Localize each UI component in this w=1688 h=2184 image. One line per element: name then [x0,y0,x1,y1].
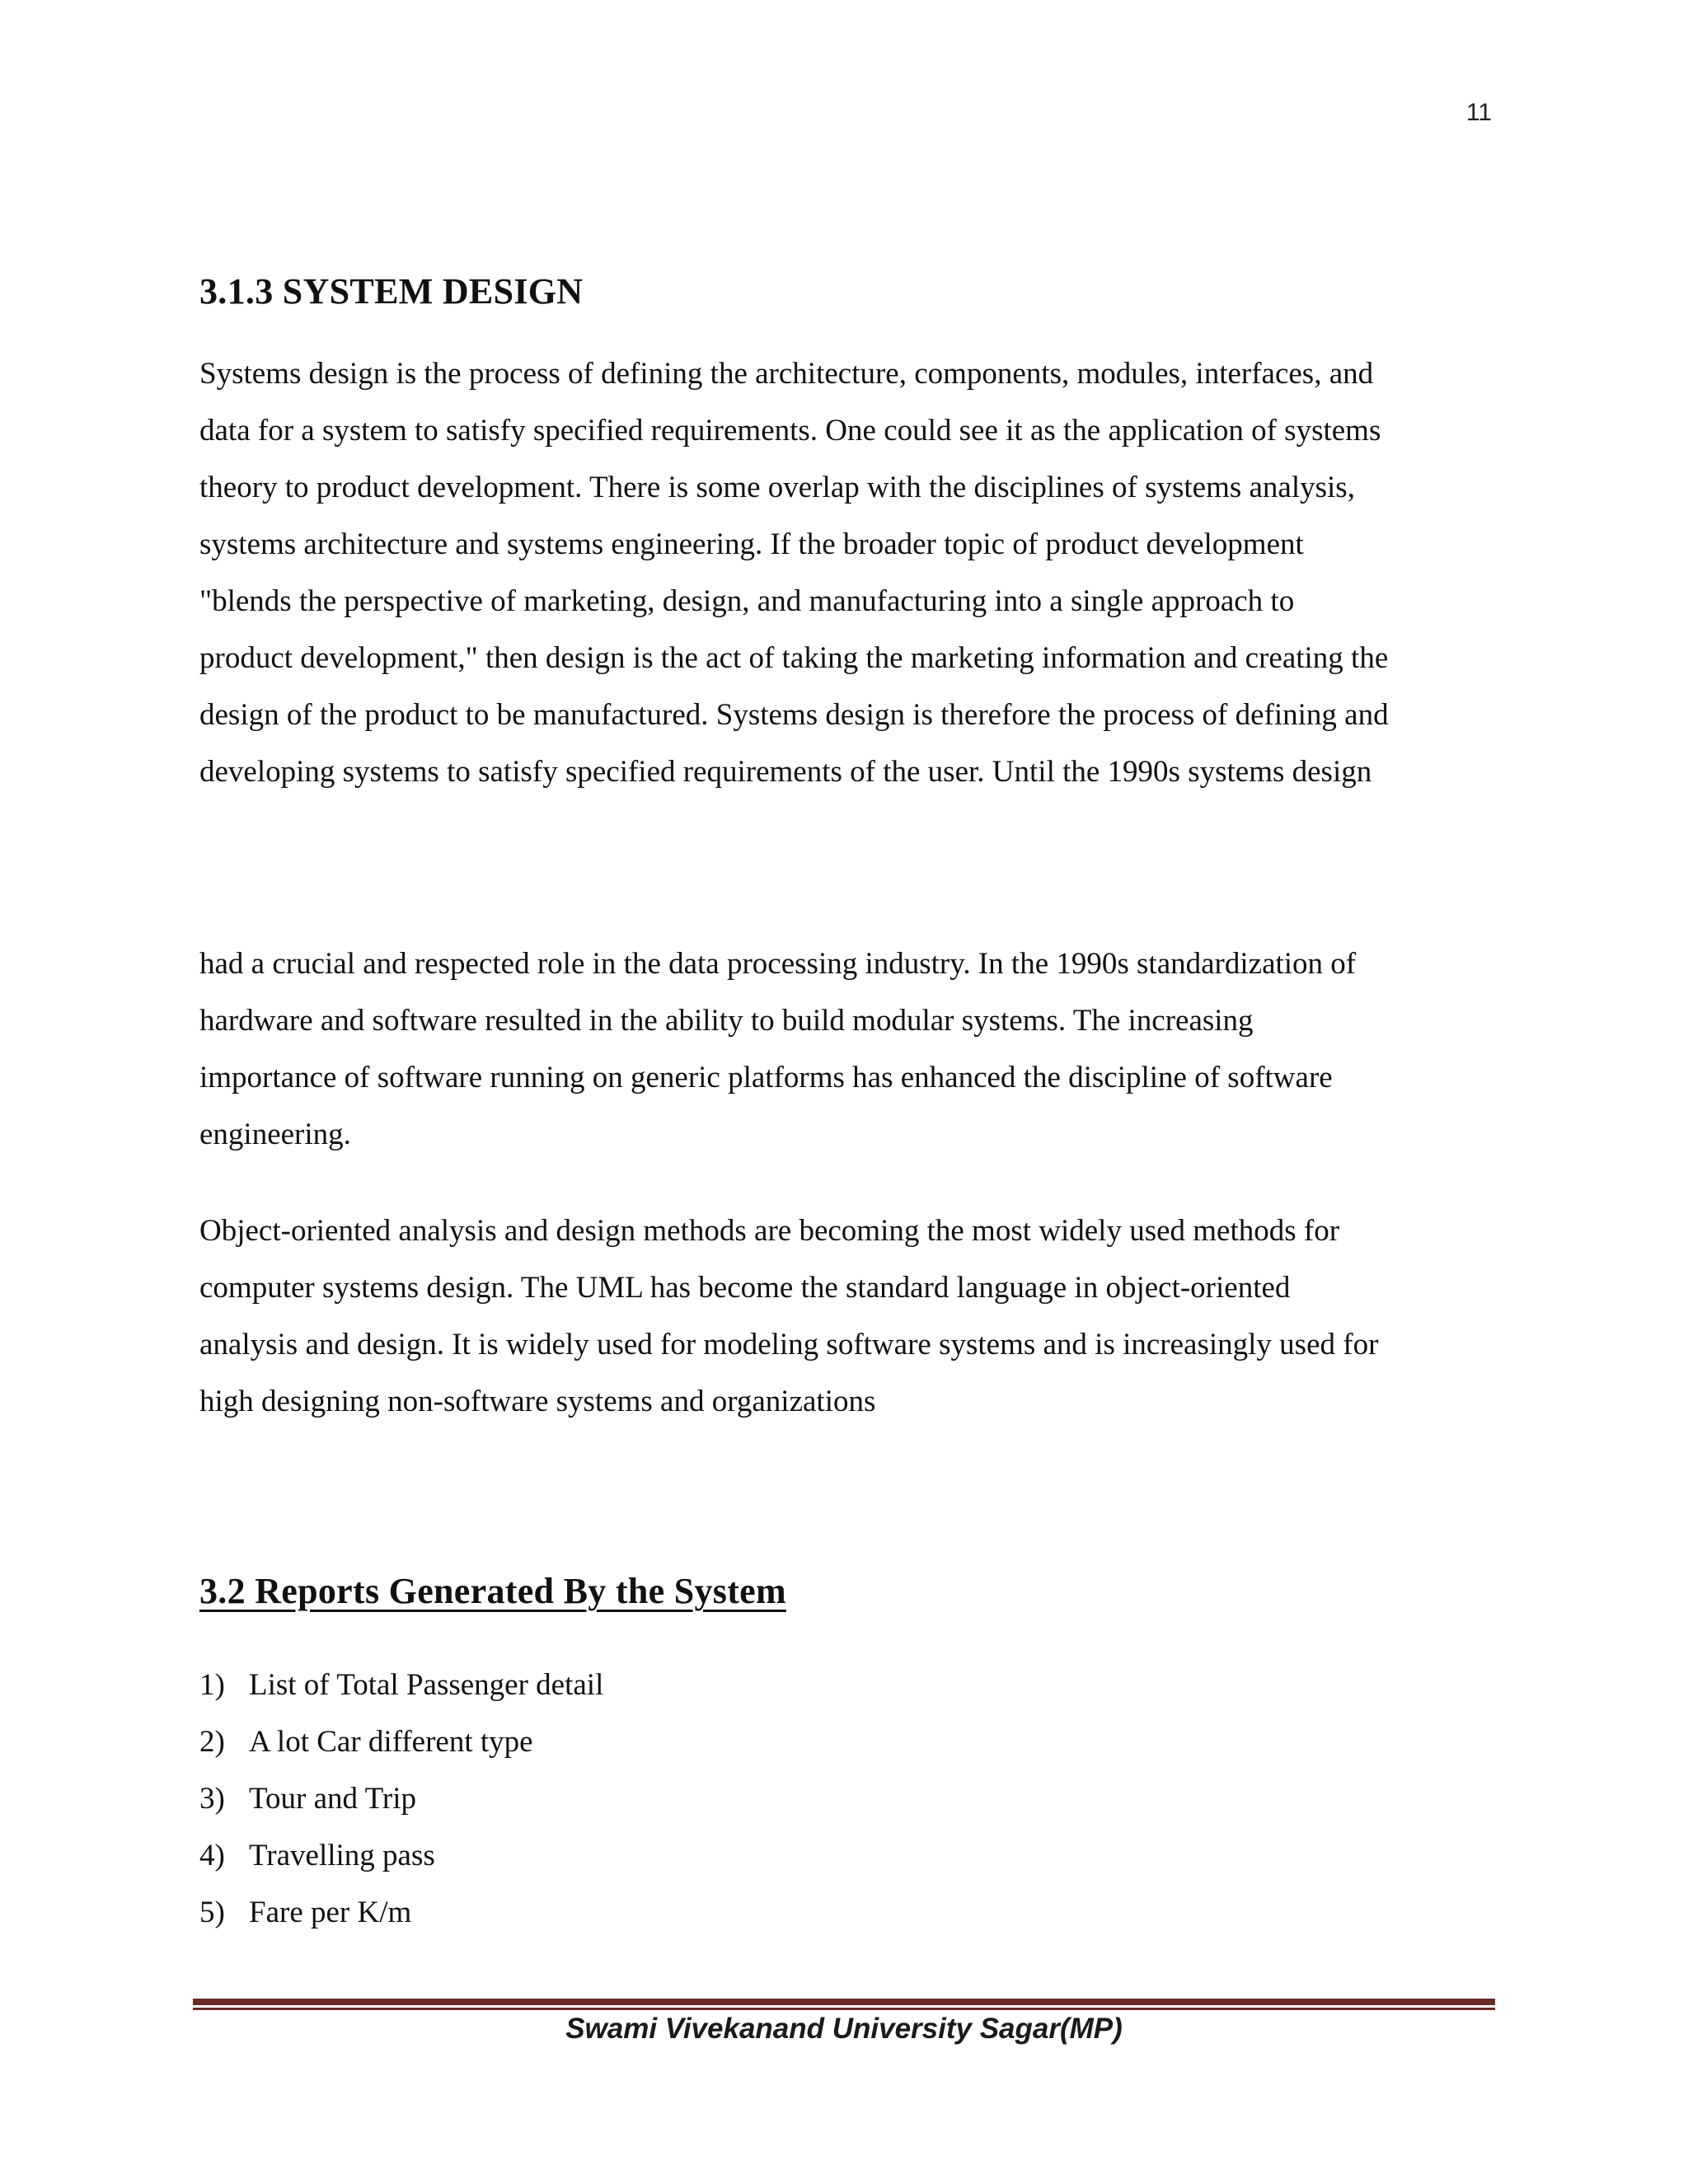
list-item-number: 4) [199,1839,225,1872]
text-line: data for a system to satisfy specified requirements. One could see it as the application of systems [199,414,1381,448]
paragraph-system-design-intro [199,345,1502,800]
list-item-number: 3) [199,1782,225,1816]
list-item [199,1713,603,1770]
text-line: product development," then design is the act of taking the marketing information and creating the [199,641,1389,675]
list-item-text: List of Total Passenger detail [249,1668,604,1702]
section-heading-reports: 3.2 Reports Generated By the System [199,1571,786,1611]
reports-list [199,1657,603,1941]
text-line: theory to product development. There is some overlap with the disciplines of systems analysis, [199,471,1355,504]
text-line: Systems design is the process of defining the architecture, components, modules, interfaces, and [199,357,1374,391]
list-item-text: Travelling pass [249,1839,435,1872]
list-item-number: 2) [199,1725,225,1759]
text-line: developing systems to satisfy specified requirements of the user. Until the 1990s systems design [199,755,1372,789]
list-item-number: 5) [199,1896,225,1929]
text-line: design of the product to be manufactured. Systems design is therefore the process of defining and [199,698,1389,732]
list-item [199,1770,603,1827]
list-item-number: 1) [199,1668,225,1702]
list-item-text: Tour and Trip [249,1782,416,1816]
text-line: Object-oriented analysis and design methods are becoming the most widely used methods for [199,1214,1340,1248]
text-line: hardware and software resulted in the ability to build modular systems. The increasing [199,1004,1254,1038]
text-line: systems architecture and systems engineering. If the broader topic of product development [199,527,1304,561]
list-item [199,1657,603,1713]
text-line: computer systems design. The UML has become the standard language in object-oriented [199,1271,1291,1305]
list-item-text: Fare per K/m [249,1896,412,1929]
list-item [199,1827,603,1884]
text-line: importance of software running on generic platforms has enhanced the discipline of software [199,1061,1333,1094]
footer-divider [193,2008,1495,2010]
list-item-text: A lot Car different type [249,1725,533,1759]
footer-divider [193,1999,1495,2005]
text-line: analysis and design. It is widely used for modeling software systems and is increasingly used for [199,1328,1379,1361]
section-heading-system-design: 3.1.3 SYSTEM DESIGN [199,271,584,312]
text-line: "blends the perspective of marketing, design, and manufacturing into a single approach to [199,584,1295,618]
page-number: 11 [1465,99,1492,126]
paragraph-system-design-history [199,935,1502,1163]
text-line: had a crucial and respected role in the data processing industry. In the 1990s standardization of [199,947,1357,981]
text-line: engineering. [199,1118,351,1151]
footer-university-name: Swami Vivekanand University Sagar(MP) [565,2013,1123,2045]
text-line: high designing non-software systems and organizations [199,1385,876,1418]
list-item [199,1884,603,1941]
paragraph-object-oriented [199,1202,1502,1430]
